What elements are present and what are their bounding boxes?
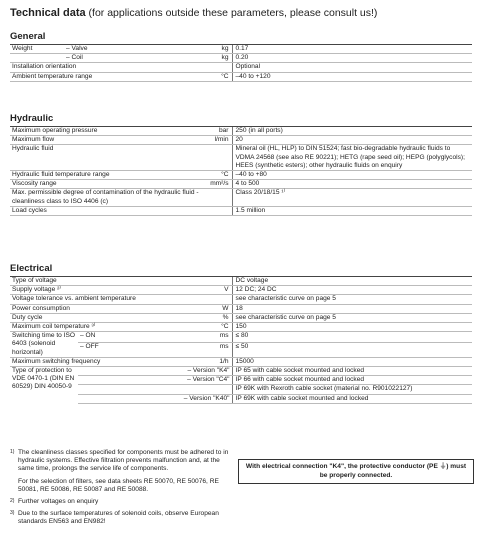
row-value: 20 <box>232 136 472 145</box>
row-value: 0.17 <box>232 45 472 54</box>
footnote-text: The cleanliness classes specified for components must be adhered to in hydraulic systems. Effective filtration prevents malfunction and, at the same time, prolongs the service life of components. <box>18 449 229 473</box>
table-row <box>10 136 472 145</box>
row-value: –40 to +120 <box>232 72 472 81</box>
row-sublabel: – ON <box>78 332 174 343</box>
row-unit: kg <box>174 45 232 54</box>
electrical-section <box>10 263 472 404</box>
row-unit: mm²/s <box>174 180 232 189</box>
row-value: Mineral oil (HL, HLP) to DIN 51524; fast bio-degradable hydraulic fluids to VDMA 24568 (see also RE 90221); HETG (rape seed oil); HEPG (polyglycols); HEES (synthetic esters); other hydraulic fluids on enquiry <box>232 145 472 171</box>
row-value: IP 69K with Rexroth cable socket (material no. R901022127) <box>232 385 472 394</box>
row-label: Max. permissible degree of contamination of the hydraulic fluid - cleanliness class to ISO 4406 (c) <box>10 189 232 206</box>
table-row <box>10 313 472 322</box>
row-value: 12 DC; 24 DC <box>232 286 472 295</box>
title-subtitle: (for applications outside these parameters, please consult us!) <box>85 7 378 19</box>
table-row <box>10 54 472 63</box>
table-row <box>10 63 472 72</box>
footnote-1 <box>10 449 232 474</box>
footnotes <box>10 449 232 527</box>
table-row <box>10 277 472 286</box>
row-value: Optional <box>232 63 472 72</box>
row-sublabel: – Valve <box>64 45 174 54</box>
footnote-3 <box>10 510 232 526</box>
row-label: Maximum operating pressure <box>10 127 174 136</box>
footnote-marker: 3) <box>10 510 15 517</box>
table-row <box>10 367 472 376</box>
pe-warning-box: With electrical connection "K4", the protective conductor (PE ⏚) must be properly connected. <box>238 459 474 484</box>
row-label: Type of voltage <box>10 277 174 286</box>
table-row <box>10 180 472 189</box>
row-label: Load cycles <box>10 206 174 215</box>
row-label: Ambient temperature range <box>10 72 174 81</box>
row-value: –40 to +80 <box>232 171 472 180</box>
table-row <box>10 394 472 403</box>
table-row <box>10 323 472 332</box>
general-section <box>10 31 472 82</box>
row-unit: W <box>174 304 232 313</box>
row-value: 18 <box>232 304 472 313</box>
row-value: ≤ 80 <box>232 332 472 343</box>
footnote-2 <box>10 498 232 506</box>
table-row <box>10 295 472 304</box>
row-sublabel: – Version "C4" <box>78 376 232 385</box>
table-row <box>10 385 472 394</box>
row-sublabel <box>78 385 232 394</box>
row-label: Maximum coil temperature ³⁾ <box>10 323 174 332</box>
row-value: 4 to 500 <box>232 180 472 189</box>
row-value: 250 (in all ports) <box>232 127 472 136</box>
general-table <box>10 45 472 82</box>
row-unit: ms <box>174 332 232 343</box>
table-row <box>10 332 472 343</box>
row-sublabel: – Version "K4" <box>78 367 232 376</box>
footnote-text: Further voltages on enquiry <box>18 498 99 506</box>
row-value: 0.20 <box>232 54 472 63</box>
table-row <box>10 286 472 295</box>
row-label <box>10 54 64 63</box>
row-value: IP 69K with cable socket mounted and locked <box>232 394 472 403</box>
table-row <box>10 127 472 136</box>
table-row <box>10 357 472 366</box>
table-row <box>10 206 472 215</box>
row-label: Supply voltage ²⁾ <box>10 286 174 295</box>
table-row <box>10 342 472 357</box>
row-label: Maximum switching frequency <box>10 357 174 366</box>
row-value: 150 <box>232 323 472 332</box>
table-row <box>10 145 472 171</box>
row-unit: bar <box>174 127 232 136</box>
row-unit: °C <box>174 72 232 81</box>
table-row <box>10 304 472 313</box>
row-unit: ms <box>174 342 232 357</box>
row-unit <box>174 277 232 286</box>
page-title <box>10 7 377 19</box>
electrical-table <box>10 277 472 404</box>
row-label: Viscosity range <box>10 180 174 189</box>
row-value: ≤ 50 <box>232 342 472 357</box>
row-label: Installation orientation <box>10 63 174 72</box>
row-unit: °C <box>174 171 232 180</box>
row-label: Maximum flow <box>10 136 174 145</box>
row-unit: l/min <box>174 136 232 145</box>
row-label: Power consumption <box>10 304 174 313</box>
row-value: 1.5 million <box>232 206 472 215</box>
row-value: see characteristic curve on page 5 <box>232 313 472 322</box>
row-unit: 1/h <box>174 357 232 366</box>
footnote-marker: 2) <box>10 498 15 505</box>
hydraulic-heading: Hydraulic <box>10 113 472 127</box>
row-label: Weight <box>10 45 64 54</box>
switching-time-label: Switching time to ISO 6403 (solenoid horizontal) <box>10 332 78 358</box>
row-label: Duty cycle <box>10 313 174 322</box>
row-sublabel: – Coil <box>64 54 174 63</box>
row-sublabel: – OFF <box>78 342 174 357</box>
row-label: Voltage tolerance vs. ambient temperature <box>10 295 174 304</box>
row-value: 15000 <box>232 357 472 366</box>
protection-label: Type of protection to VDE 0470-1 (DIN EN 60529) DIN 40050-9 <box>12 367 75 391</box>
row-unit: V <box>174 286 232 295</box>
row-unit <box>174 206 232 215</box>
electrical-heading: Electrical <box>10 263 472 277</box>
row-unit <box>174 295 232 304</box>
row-unit <box>174 145 232 171</box>
hydraulic-table <box>10 127 472 216</box>
title-bold: Technical data <box>10 7 86 19</box>
footnote-marker: 1) <box>10 449 15 455</box>
table-row <box>10 376 472 385</box>
general-heading: General <box>10 31 472 45</box>
row-label: Hydraulic fluid temperature range <box>10 171 174 180</box>
table-row <box>10 189 472 206</box>
row-value: IP 65 with cable socket mounted and locked <box>232 367 472 376</box>
row-unit <box>174 63 232 72</box>
row-value: Class 20/18/15 ¹⁾ <box>232 189 472 206</box>
hydraulic-section <box>10 113 472 216</box>
row-label: Hydraulic fluid <box>10 145 174 171</box>
table-row <box>10 72 472 81</box>
table-row <box>10 171 472 180</box>
row-unit: °C <box>174 323 232 332</box>
row-value: DC voltage <box>232 277 472 286</box>
row-value: IP 66 with cable socket mounted and locked <box>232 376 472 385</box>
row-value: see characteristic curve on page 5 <box>232 295 472 304</box>
row-sublabel: – Version "K40" <box>78 394 232 403</box>
footnote-text: Due to the surface temperatures of solenoid coils, observe European standards EN563 and EN982! <box>18 510 219 526</box>
row-unit: kg <box>174 54 232 63</box>
footnote-1-filters: For the selection of filters, see data sheets RE 50070, RE 50076, RE 50081, RE 50086, RE 50087 and RE 50088. <box>18 477 219 493</box>
table-row <box>10 45 472 54</box>
row-unit: % <box>174 313 232 322</box>
